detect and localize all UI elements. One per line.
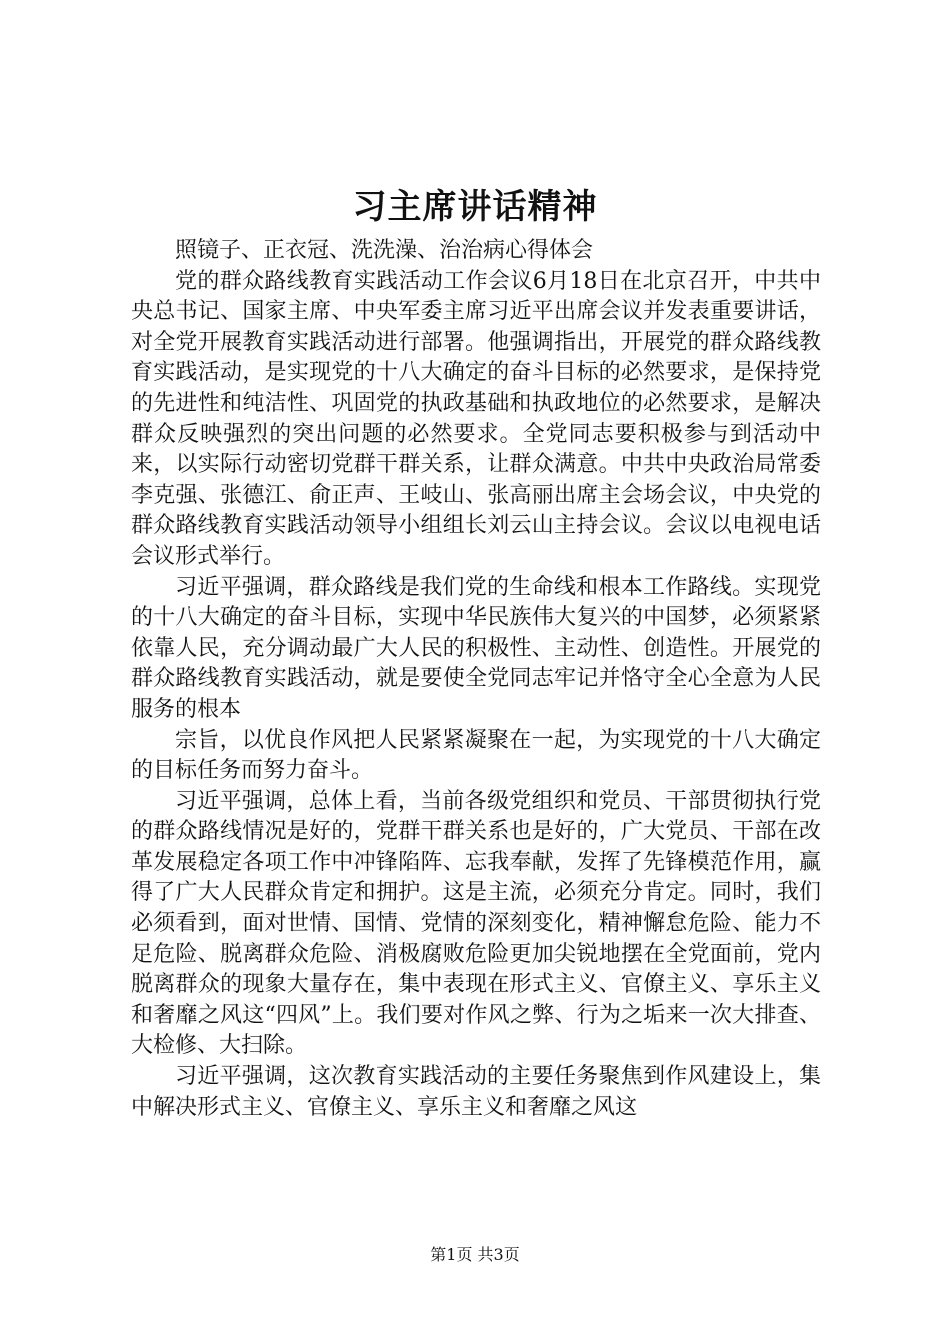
document-title: 习主席讲话精神 [352, 187, 598, 227]
paragraph: 习近平强调，这次教育实践活动的主要任务聚焦到作风建设上，集中解决形式主义、官僚主义、享乐主义和奢靡之风这 [131, 1064, 821, 1120]
paragraph: 习近平强调，总体上看，当前各级党组织和党员、干部贯彻执行党的群众路线情况是好的，党群干群关系也是好的，广大党员、干部在改革发展稳定各项工作中冲锋陷阵、忘我奉献，发挥了先锋模范作用，赢得了广大人民群众肯定和拥护。这是主流，必须充分肯定。同时，我们必须看到，面对世情、国情、党情的深刻变化，精神懈怠危险、能力不足危险、脱离群众危险、消极腐败危险更加尖锐地摆在全党面前，党内脱离群众的现象大量存在，集中表现在形式主义、官僚主义、享乐主义和奢靡之风这“四风”上。我们要对作风之弊、行为之垢来一次大排查、大检修、大扫除。 [131, 788, 821, 1059]
paragraph: 党的群众路线教育实践活动工作会议6月18日在北京召开，中共中央总书记、国家主席、中央军委主席习近平出席会议并发表重要讲话，对全党开展教育实践活动进行部署。他强调指出，开展党的群众路线教育实践活动，是实现党的十八大确定的奋斗目标的必然要求，是保持党的先进性和纯洁性、巩固党的执政基础和执政地位的必然要求，是解决群众反映强烈的突出问题的必然要求。全党同志要积极参与到活动中来，以实际行动密切党群干群关系，让群众满意。中共中央政治局常委李克强、张德江、俞正声、王岐山、张高丽出席主会场会议，中央党的群众路线教育实践活动领导小组组长刘云山主持会议。会议以电视电话会议形式举行。 [131, 268, 821, 569]
page-footer: 第1页 共3页 [430, 1245, 520, 1264]
paragraph: 宗旨，以优良作风把人民紧紧凝聚在一起，为实现党的十八大确定的目标任务而努力奋斗。 [131, 727, 821, 784]
paragraph-subtitle: 照镜子、正衣冠、洗洗澡、治治病心得体会 [175, 238, 594, 263]
paragraph: 习近平强调，群众路线是我们党的生命线和根本工作路线。实现党的十八大确定的奋斗目标，实现中华民族伟大复兴的中国梦，必须紧紧依靠人民，充分调动最广大人民的积极性、主动性、创造性。开展党的群众路线教育实践活动，就是要使全党同志牢记并恪守全心全意为人民服务的根本 [131, 574, 821, 722]
document-body [131, 236, 821, 1123]
